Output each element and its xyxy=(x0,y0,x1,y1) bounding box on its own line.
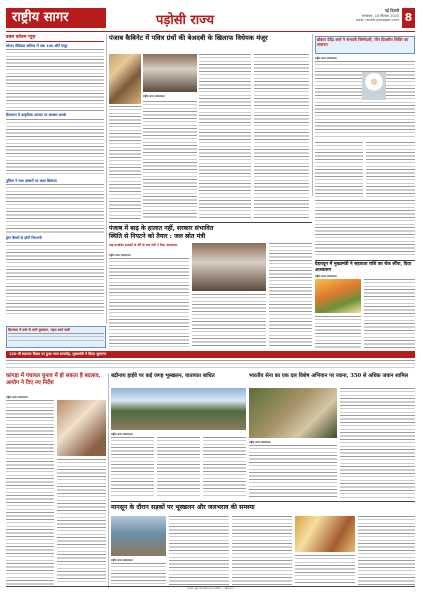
center-headline-box xyxy=(109,225,312,240)
center-headline-line2: स्थिति से निपटने को तैयार : जल स्रोत मंत्री xyxy=(109,232,206,240)
footer-text: संपादक, मुद्रक एवं प्रकाशक द्वारा प्रकाशित — राष्ट्रीय सागर xyxy=(187,587,234,590)
right-top-byline: राष्ट्रीय सागर संवाददाता xyxy=(315,57,337,60)
brief-headline: सोलन मेडिकल कॉलेज में अब 100 सीटें मंजूर xyxy=(6,44,68,48)
bottom-body-4 xyxy=(358,516,415,585)
center-byline: राष्ट्रीय सागर संवाददाता xyxy=(109,254,131,257)
brief-body xyxy=(6,49,104,111)
mid-right-body-3 xyxy=(315,316,361,349)
left-lower-photo xyxy=(57,400,106,456)
lead-photo-1 xyxy=(109,54,141,104)
section-rule xyxy=(109,222,312,223)
masthead-meta xyxy=(339,9,399,23)
newspaper-page xyxy=(6,6,415,589)
army-byline: राष्ट्रीय सागर संवाददाता xyxy=(249,441,271,444)
lead-headline: पंजाब कैबिनेट में पवित्र ग्रंथों की बेअदबी के खिलाफ विधेयक मंजूर xyxy=(109,34,268,42)
center-byline-box xyxy=(109,253,189,257)
bottom-byline-box xyxy=(111,558,166,562)
bottom-body-0 xyxy=(111,563,166,585)
brief-headline: ड्रोन कैमरों से होगी निगरानी xyxy=(6,236,42,241)
highlight-box-title: हिमाचल में वर्षा से भारी नुकसान, राहत कार्य जारी xyxy=(8,328,70,332)
lead-body-col3 xyxy=(254,54,309,219)
right-top-headline-box xyxy=(315,36,415,54)
left-lower-byline-box xyxy=(6,395,106,399)
tourism-byline: राष्ट्रीय सागर संवाददाता xyxy=(111,433,133,436)
lead-headline-box xyxy=(109,34,309,52)
mid-right-byline-box xyxy=(315,274,415,278)
tourism-body-1 xyxy=(111,437,154,497)
mid-right-headline-box xyxy=(315,262,415,273)
left-lower-headline-box xyxy=(6,373,106,386)
lead-body-col0 xyxy=(109,106,141,219)
mid-right-photo xyxy=(315,279,361,313)
lead-byline: राष्ट्रीय सागर संवाददाता xyxy=(143,95,165,98)
right-top-body-3 xyxy=(366,142,415,198)
tourism-body-3 xyxy=(203,437,246,497)
bottom-headline-box xyxy=(111,504,415,512)
bottom-body-3 xyxy=(295,555,355,585)
brief-headline: पुलिस ने नशा तस्करों पर कसा शिकंजा xyxy=(6,178,57,183)
column-header: डबल कॉलम न्यूज़ xyxy=(6,34,104,42)
brief-body xyxy=(6,119,104,177)
mid-right-byline: राष्ट्रीय सागर संवाददाता xyxy=(315,275,337,278)
center-headline-line1: पंजाब में बाढ़ के हालात नहीं, सरकार संभावित xyxy=(109,225,214,232)
bottom-body-2 xyxy=(232,516,292,585)
masthead-date: मंगलवार, 16 सितंबर 2025 xyxy=(361,13,399,18)
brief-body xyxy=(6,242,104,316)
left-column xyxy=(6,34,104,324)
center-body-col3 xyxy=(269,243,312,348)
army-photo xyxy=(249,388,337,438)
army-byline-box xyxy=(249,440,337,444)
left-lower-byline: राष्ट्रीय सागर संवाददाता xyxy=(6,396,28,399)
wide-band-body xyxy=(6,360,415,370)
right-top-portrait xyxy=(362,72,386,100)
tourism-headline-box xyxy=(111,373,246,379)
army-headline: भारतीय सेना का एक दल विशेष अभियान पर रवाना, 350 से अधिक जवान शामिल xyxy=(249,373,409,379)
mid-right-body-2 xyxy=(364,279,415,349)
bottom-body-1 xyxy=(169,516,229,585)
bottom-photo-2 xyxy=(295,516,355,552)
army-body-2 xyxy=(340,388,415,498)
left-lower-headline: कांगड़ा में पंचायत चुनाव में हो सकता है बदलाव, आयोग ने दिए नए निर्देश xyxy=(6,373,101,386)
center-subhead-box xyxy=(109,243,189,247)
wide-band-headline: 120 वीं स्थापना दिवस पर हुआ भव्य समारोह, मुख्यमंत्री ने किया शुभारंभ xyxy=(6,351,415,358)
left-lower-body-1 xyxy=(6,400,54,585)
mid-right-headline: देहरादून में मुख्यमंत्री ने सहायता राशि का चेक सौंपा, दिया आश्वासन xyxy=(315,262,412,273)
lead-body-col1 xyxy=(143,101,197,219)
center-body-col2 xyxy=(192,294,266,348)
army-body-1 xyxy=(249,445,337,498)
masthead xyxy=(6,6,415,32)
tourism-byline-box xyxy=(111,432,246,436)
center-body-col1 xyxy=(109,258,189,348)
footer xyxy=(6,586,415,589)
right-top-byline-box xyxy=(315,56,415,60)
lead-body-col2 xyxy=(199,54,251,219)
bottom-headline: मानसून के दौरान सड़कों पर भूस्खलन और जलभराव की समस्या xyxy=(111,504,255,511)
masthead-city: नई दिल्ली xyxy=(384,8,399,13)
brief-headline: हिमाचल में प्राकृतिक आपदा पर सरकार सतर्क xyxy=(6,113,67,118)
bottom-photo-1 xyxy=(111,516,166,556)
center-photo xyxy=(192,243,266,291)
left-lower-body-2 xyxy=(57,459,106,585)
page-number: 8 xyxy=(402,8,415,28)
section-rule xyxy=(315,260,415,261)
lead-byline-box xyxy=(143,94,197,98)
army-headline-box xyxy=(249,373,415,379)
lead-photo-2 xyxy=(143,54,197,92)
bottom-byline: राष्ट्रीय सागर संवाददाता xyxy=(111,559,133,562)
brief-body xyxy=(6,184,104,234)
highlight-box xyxy=(6,326,106,348)
section-title: पड़ोसी राज्य xyxy=(156,13,215,28)
mid-right-body xyxy=(315,200,415,258)
right-top-body-2 xyxy=(315,142,363,198)
right-top-headline: डॉक्टर देवेंद्र शर्मा ने संभाली जिम्मेदारी, तीन दिवसीय शिविर का समापन xyxy=(317,37,409,47)
center-subhead: बाढ़ प्रभावित इलाकों के दौरे के बाद मंत्री ने दिया आश्वासन xyxy=(109,243,178,247)
masthead-web: web: rashtriyasagar.com xyxy=(355,18,399,22)
tourism-headline: बद्रीनाथ हाईवे पर कई जगह भूस्खलन, यातायात बाधित xyxy=(111,373,215,379)
tourism-photo xyxy=(111,388,246,430)
highlight-box-body xyxy=(8,333,104,343)
section-rule xyxy=(111,501,415,502)
masthead-title: राष्ट्रीय सागर xyxy=(6,8,106,28)
tourism-body-2 xyxy=(157,437,200,497)
